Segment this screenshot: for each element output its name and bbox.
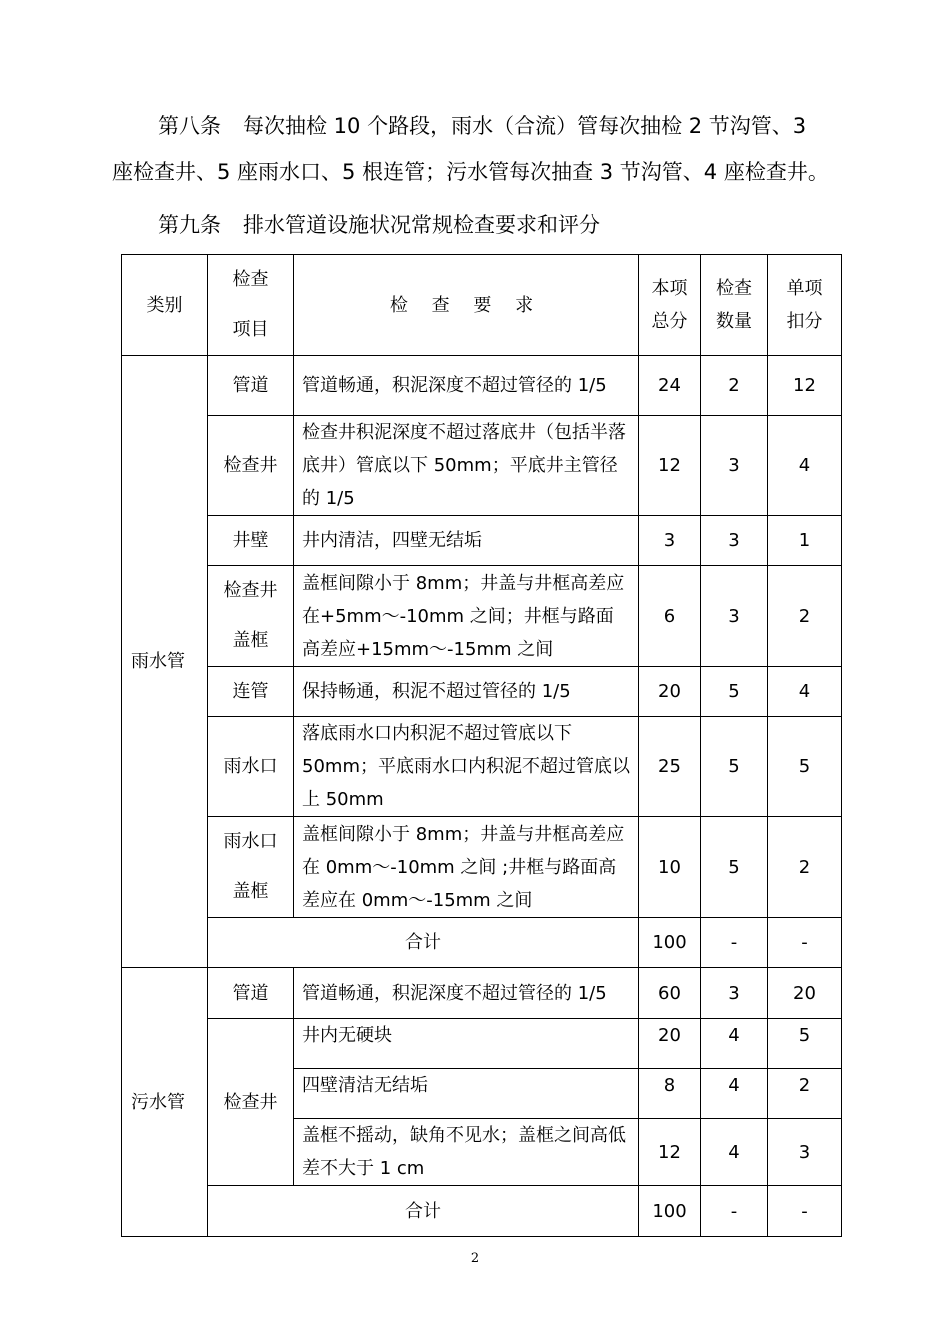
header-deduct-line-2: 扣分	[786, 311, 823, 332]
requirement-cell: 管道畅通，积泥深度不超过管径的 1/5	[294, 356, 639, 416]
table-row	[122, 817, 842, 918]
item-line-1: 检查井	[223, 580, 278, 601]
item-cell: 管道	[208, 356, 294, 416]
deduct-cell: 5	[768, 717, 842, 817]
total-cell: 20	[639, 667, 701, 717]
deduct-cell: 2	[768, 817, 842, 918]
item-cell: 检查井	[208, 1019, 294, 1186]
requirement-cell: 四壁清洁无结垢	[294, 1069, 639, 1119]
header-row	[122, 255, 842, 356]
header-deduct-line-1: 单项	[786, 278, 823, 299]
total-cell: 12	[639, 416, 701, 516]
header-count-line-2: 数量	[716, 311, 752, 332]
table-row	[122, 968, 842, 1019]
item-line-1: 雨水口	[223, 831, 278, 852]
sum-total: 100	[639, 1186, 701, 1237]
inspection-table	[121, 254, 842, 1237]
deduct-cell: 2	[768, 1069, 842, 1119]
item-line-2: 盖框	[232, 881, 269, 902]
table-row	[122, 416, 842, 516]
article-9-text: 排水管道设施状况常规检查要求和评分	[243, 213, 600, 237]
table-row	[122, 667, 842, 717]
count-cell: 4	[701, 1119, 768, 1186]
total-cell: 3	[639, 516, 701, 566]
count-cell: 5	[701, 667, 768, 717]
total-cell: 60	[639, 968, 701, 1019]
header-item	[208, 255, 294, 356]
article-8-line-2	[112, 149, 829, 195]
article-8-heading: 第八条	[158, 114, 221, 138]
total-cell: 12	[639, 1119, 701, 1186]
page-number: 2	[470, 1251, 480, 1266]
sum-deduct: -	[768, 1186, 842, 1237]
article-8-line-1	[158, 103, 806, 149]
total-cell: 25	[639, 717, 701, 817]
count-cell: 4	[701, 1019, 768, 1069]
header-requirement: 检 查 要 求	[294, 255, 639, 356]
item-cell	[208, 817, 294, 918]
deduct-cell: 4	[768, 667, 842, 717]
requirement-cell: 检查井积泥深度不超过落底井（包括半落底井）管底以下 50mm；平底井主管径的 1/5	[294, 416, 639, 516]
count-cell: 3	[701, 566, 768, 667]
header-item-line-2: 项目	[232, 319, 269, 340]
table-row	[122, 356, 842, 416]
count-cell: 3	[701, 968, 768, 1019]
total-cell: 20	[639, 1019, 701, 1069]
header-item-line-1: 检查	[232, 269, 269, 290]
article-9-heading: 第九条	[158, 213, 221, 237]
sum-count: -	[701, 918, 768, 968]
deduct-cell: 2	[768, 566, 842, 667]
count-cell: 3	[701, 516, 768, 566]
table-row	[122, 566, 842, 667]
category-sewage: 污水管	[122, 968, 208, 1237]
deduct-cell: 20	[768, 968, 842, 1019]
sum-label: 合计	[208, 918, 639, 968]
sum-row	[122, 1186, 842, 1237]
deduct-cell: 1	[768, 516, 842, 566]
header-total-line-2: 总分	[651, 311, 688, 332]
item-cell: 连管	[208, 667, 294, 717]
article-8-text-1: 每次抽检 10 个路段，雨水（合流）管每次抽检 2 节沟管、3	[243, 114, 807, 138]
deduct-cell: 4	[768, 416, 842, 516]
table-row	[122, 516, 842, 566]
header-count-line-1: 检查	[716, 278, 752, 299]
total-cell: 10	[639, 817, 701, 918]
item-cell: 检查井	[208, 416, 294, 516]
header-deduct	[768, 255, 842, 356]
deduct-cell: 5	[768, 1019, 842, 1069]
count-cell: 2	[701, 356, 768, 416]
sum-label: 合计	[208, 1186, 639, 1237]
header-total	[639, 255, 701, 356]
requirement-cell: 管道畅通，积泥深度不超过管径的 1/5	[294, 968, 639, 1019]
requirement-cell: 盖框间隙小于 8mm；井盖与井框高差应在+5mm～-10mm 之间；井框与路面高差应+15mm～-15mm 之间	[294, 566, 639, 667]
sum-total: 100	[639, 918, 701, 968]
sum-row	[122, 918, 842, 968]
category-rain: 雨水管	[122, 356, 208, 968]
requirement-cell: 井内清洁，四壁无结垢	[294, 516, 639, 566]
article-9-title	[158, 202, 600, 248]
count-cell: 5	[701, 717, 768, 817]
header-total-line-1: 本项	[651, 278, 688, 299]
deduct-cell: 3	[768, 1119, 842, 1186]
sum-deduct: -	[768, 918, 842, 968]
count-cell: 3	[701, 416, 768, 516]
requirement-cell: 保持畅通，积泥不超过管径的 1/5	[294, 667, 639, 717]
item-cell: 雨水口	[208, 717, 294, 817]
requirement-cell: 盖框间隙小于 8mm；井盖与井框高差应在 0mm～-10mm 之间 ;井框与路面高差应在 0mm～-15mm 之间	[294, 817, 639, 918]
table-row	[122, 717, 842, 817]
deduct-cell: 12	[768, 356, 842, 416]
header-count	[701, 255, 768, 356]
item-cell	[208, 566, 294, 667]
sum-count: -	[701, 1186, 768, 1237]
item-cell: 管道	[208, 968, 294, 1019]
item-line-2: 盖框	[232, 630, 269, 651]
total-cell: 6	[639, 566, 701, 667]
count-cell: 5	[701, 817, 768, 918]
total-cell: 24	[639, 356, 701, 416]
total-cell: 8	[639, 1069, 701, 1119]
count-cell: 4	[701, 1069, 768, 1119]
header-category: 类别	[122, 255, 208, 356]
table-row	[122, 1019, 842, 1069]
item-cell: 井壁	[208, 516, 294, 566]
requirement-cell: 盖框不摇动，缺角不见水；盖框之间高低差不大于 1 cm	[294, 1119, 639, 1186]
requirement-cell: 井内无硬块	[294, 1019, 639, 1069]
requirement-cell: 落底雨水口内积泥不超过管底以下 50mm；平底雨水口内积泥不超过管底以上 50mm	[294, 717, 639, 817]
article-8-text-2: 座检查井、5 座雨水口、5 根连管；污水管每次抽查 3 节沟管、4 座检查井。	[112, 160, 829, 184]
